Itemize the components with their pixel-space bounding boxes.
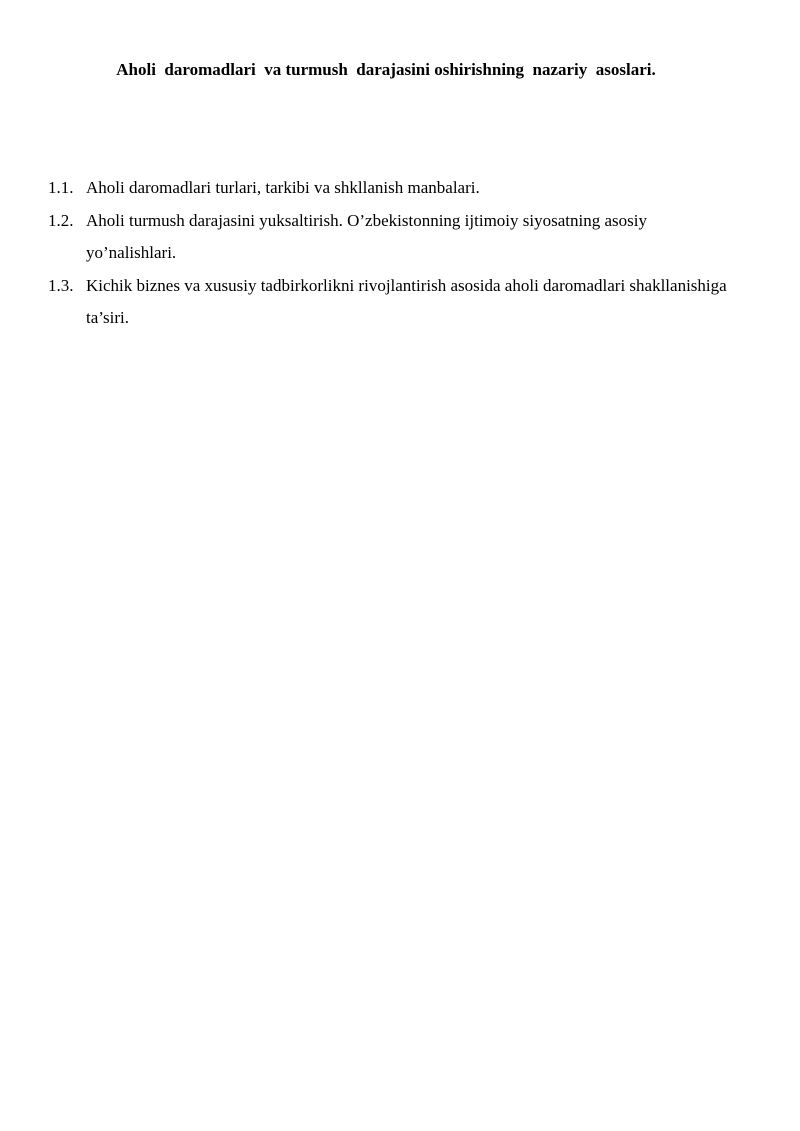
item-text: Aholi turmush darajasini yuksaltirish. O’zbekistonning ijtimoiy siyosatning asosiy yo’nalishlari. <box>86 210 647 262</box>
list-item <box>48 172 728 205</box>
item-number: 1.1. <box>48 178 74 197</box>
item-number: 1.3. <box>48 275 74 295</box>
item-number: 1.2. <box>48 210 74 230</box>
contents-list <box>48 172 728 335</box>
list-item <box>48 270 728 335</box>
item-text: Aholi daromadlari turlari, tarkibi va shkllanish manbalari. <box>86 178 480 197</box>
item-text: Kichik biznes va xususiy tadbirkorlikni rivojlantirish asosida aholi daromadlari shakllanishiga ta’siri. <box>86 275 727 327</box>
list-item <box>48 205 728 270</box>
document-title: Aholi daromadlari va turmush darajasini oshirishning nazariy asoslari. <box>116 60 656 79</box>
